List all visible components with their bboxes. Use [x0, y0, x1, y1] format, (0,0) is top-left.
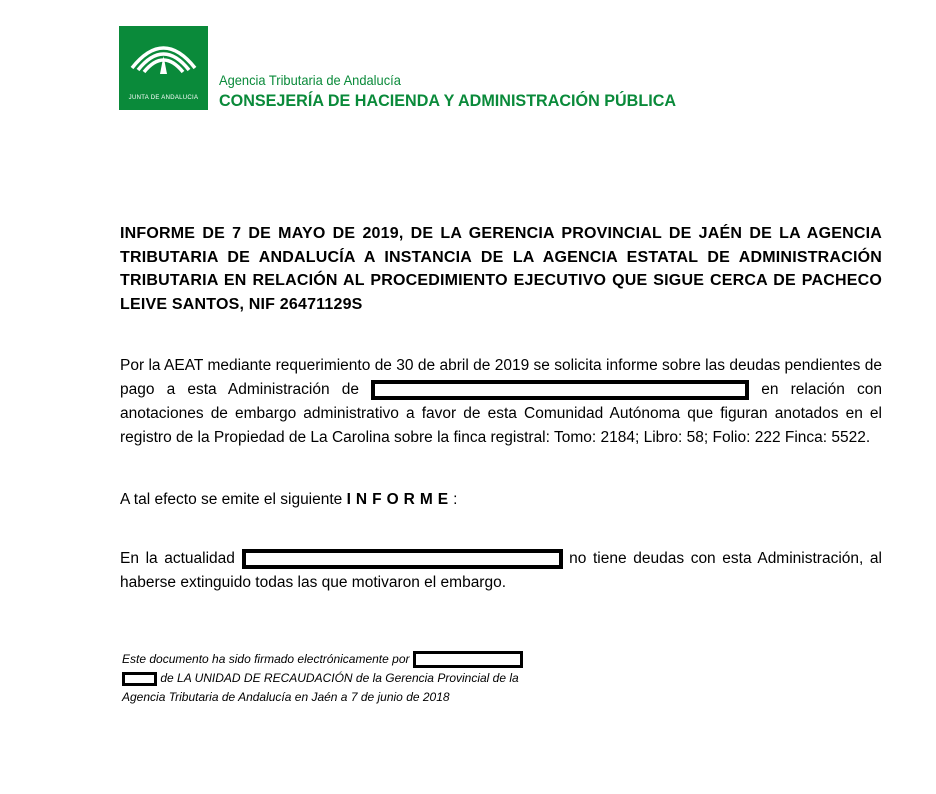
signature-line-2: de LA UNIDAD DE RECAUDACIÓN de la Gerencia Provincial de la Agencia Tributaria de Andalucía en Jaén a 7 de junio de 2018 [122, 671, 519, 704]
conclusion-end: no tiene deudas con esta Administración, al haberse extinguido todas las que motivaron el embargo. [120, 550, 882, 591]
document-title: INFORME DE 7 DE MAYO DE 2019, DE LA GERENCIA PROVINCIAL DE JAÉN DE LA AGENCIA TRIBUTARIA DE ANDALUCÍA A INSTANCIA DE LA AGENCIA ESTATAL DE ADMINISTRACIÓN TRIBUTARIA EN RELACIÓN AL PROCEDIMIENTO EJECUTIVO QUE SIGUE CERCA DE PACHECO LEIVE SANTOS, NIF 26471129S [120, 225, 882, 313]
junta-andalucia-logo [119, 26, 208, 110]
paragraph-request-end: en relación con anotaciones de embargo administrativo a favor de esta Comunidad Autónoma que figuran anotados en el registro de la Propiedad de La Carolina sobre la finca registral: Tomo: 2184; Libro: 58; Folio: 222 Finca: 5522. [120, 381, 882, 446]
redacted-signer [413, 651, 523, 668]
paragraph-request-start: Por la AEAT mediante requerimiento de 30 de abril de 2019 se solicita informe sobre las deudas pendientes de pago a esta Administración de [120, 357, 882, 398]
agency-name: Agencia Tributaria de Andalucía [219, 72, 401, 88]
conclusion-start: En la actualidad [120, 550, 242, 567]
intro-text: A tal efecto se emite el siguiente [120, 491, 347, 508]
intro-colon: : [453, 491, 458, 508]
paragraph-conclusion [120, 547, 882, 595]
informe-heading: INFORME [346, 491, 454, 508]
paragraph-intro [120, 488, 882, 512]
redacted-name [242, 549, 563, 569]
electronic-signature [122, 650, 552, 707]
redacted-name [371, 380, 749, 400]
redacted-title [122, 672, 157, 686]
logo-caption: JUNTA DE ANDALUCIA [128, 95, 199, 101]
signature-line-1: Este documento ha sido firmado electrónicamente por [122, 652, 413, 666]
paragraph-request [120, 354, 882, 450]
ministry-name: CONSEJERÍA DE HACIENDA Y ADMINISTRACIÓN PÚBLICA [219, 91, 677, 110]
